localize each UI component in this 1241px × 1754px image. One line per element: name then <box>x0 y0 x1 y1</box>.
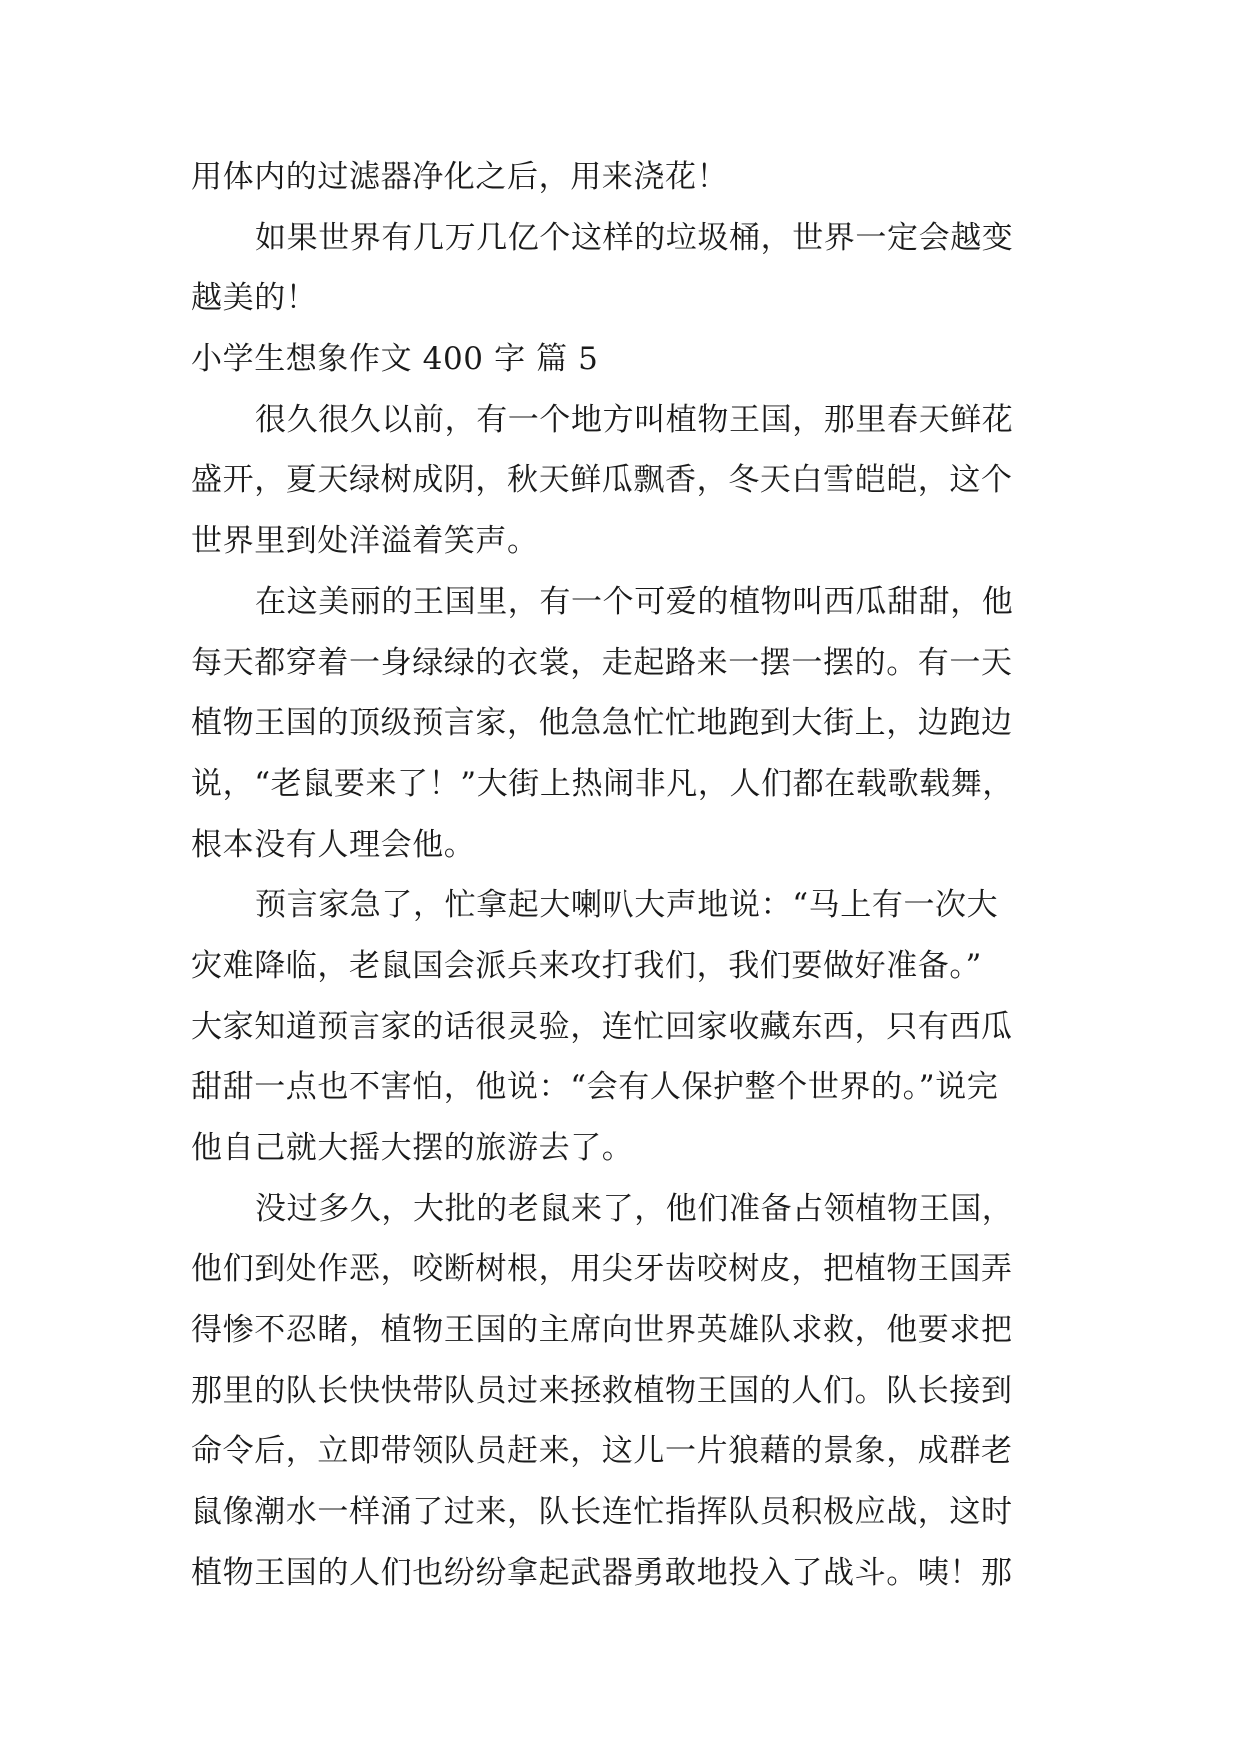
text-line: 他们到处作恶，咬断树根，用尖牙齿咬树皮，把植物王国弄 <box>191 1251 1013 1288</box>
text-line: 得惨不忍睹，植物王国的主席向世界英雄队求救，他要求把 <box>191 1312 1013 1349</box>
text-line: 那里的队长快快带队员过来拯救植物王国的人们。队长接到 <box>191 1372 1013 1409</box>
text-line: 很久很久以前，有一个地方叫植物王国，那里春天鲜花 <box>255 401 1014 438</box>
document-body <box>191 147 1051 1604</box>
text-line: 预言家急了，忙拿起大喇叭大声地说：“马上有一次大 <box>255 887 999 924</box>
text-line: 越美的！ <box>191 280 318 317</box>
text-line: 植物王国的人们也纷纷拿起武器勇敢地投入了战斗。咦！那 <box>191 1554 1013 1591</box>
text-line: 大家知道预言家的话很灵验，连忙回家收藏东西，只有西瓜 <box>191 1008 1013 1045</box>
text-line: 在这美丽的王国里，有一个可爱的植物叫西瓜甜甜，他 <box>255 583 1014 620</box>
text-line: 植物王国的顶级预言家，他急急忙忙地跑到大街上，边跑边 <box>191 705 1013 742</box>
text-line: 甜甜一点也不害怕，他说：“会有人保护整个世界的。”说完 <box>191 1069 999 1106</box>
text-line: 命令后，立即带领队员赶来，这儿一片狼藉的景象，成群老 <box>191 1433 1013 1470</box>
text-line: 说，“老鼠要来了！”大街上热闹非凡，人们都在载歌载舞， <box>191 765 1014 802</box>
text-line: 如果世界有几万几亿个这样的垃圾桶，世界一定会越变 <box>255 219 1014 256</box>
text-line: 世界里到处洋溢着笑声。 <box>191 523 539 560</box>
section-heading: 小学生想象作文 400 字 篇 5 <box>191 341 599 378</box>
text-line: 用体内的过滤器净化之后，用来浇花！ <box>191 159 729 195</box>
text-line: 盛开，夏天绿树成阴，秋天鲜瓜飘香，冬天白雪皑皑，这个 <box>191 462 1013 499</box>
text-line: 根本没有人理会他。 <box>191 826 476 863</box>
text-line: 鼠像潮水一样涌了过来，队长连忙指挥队员积极应战，这时 <box>191 1494 1013 1531</box>
text-line: 每天都穿着一身绿绿的衣裳，走起路来一摆一摆的。有一天 <box>191 644 1013 681</box>
text-line: 灾难降临，老鼠国会派兵来攻打我们，我们要做好准备。” <box>191 947 982 984</box>
text-line: 没过多久，大批的老鼠来了，他们准备占领植物王国， <box>255 1190 1014 1227</box>
text-line: 他自己就大摇大摆的旅游去了。 <box>191 1130 634 1166</box>
